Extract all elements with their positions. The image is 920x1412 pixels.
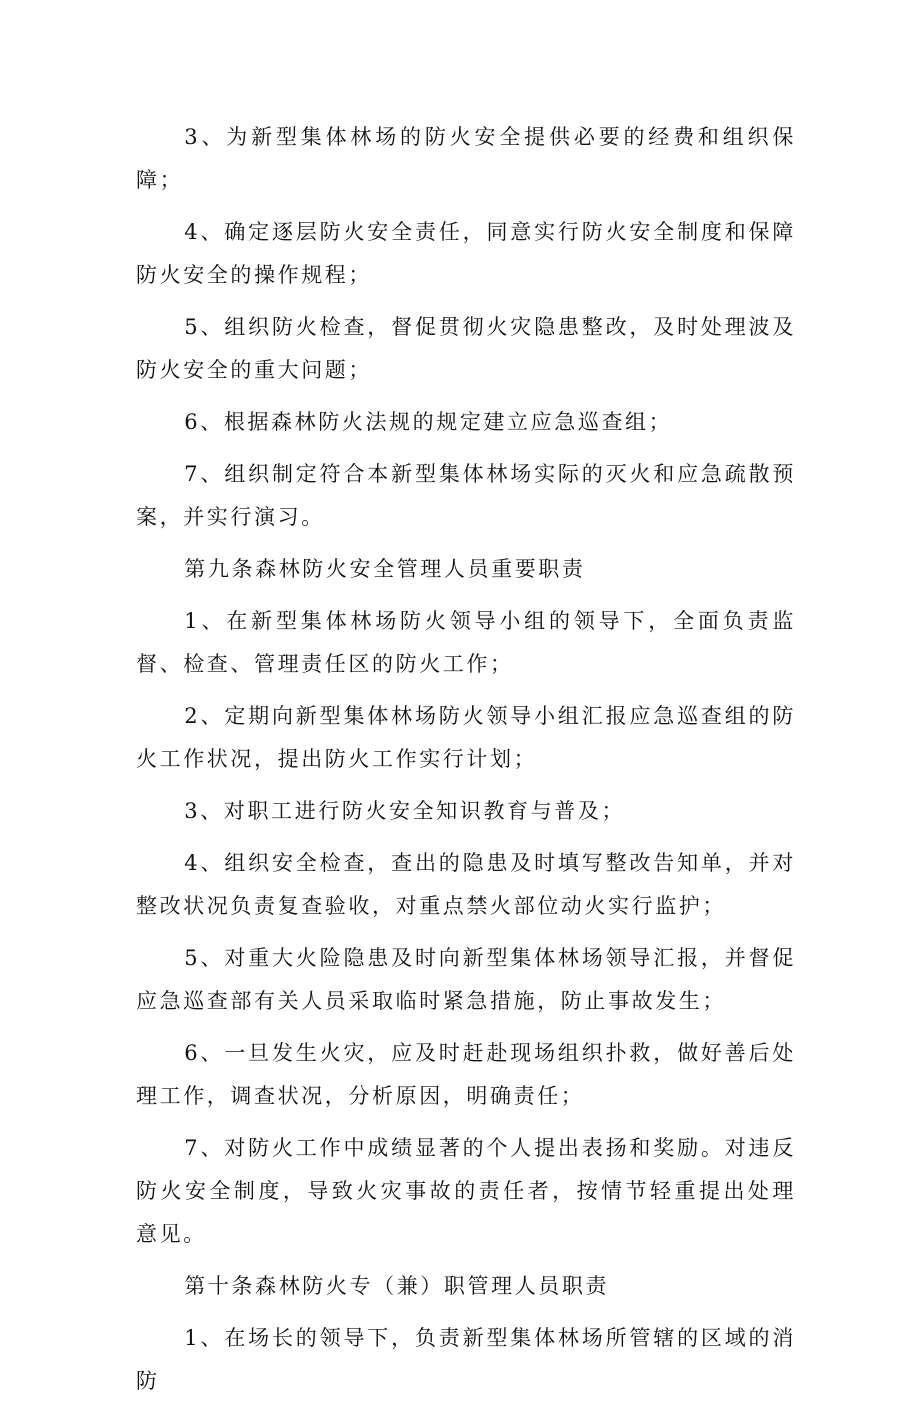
list-item-7-emergency-plan: 7、组织制定符合本新型集体林场实际的灭火和应急疏散预案，并实行演习。 <box>136 462 796 529</box>
list-item-5-inspection: 5、组织防火检查，督促贯彻火灾隐患整改，及时处理波及防火安全的重大问题； <box>136 315 796 382</box>
article-9-item-7: 7、对防火工作中成绩显著的个人提出表扬和奖励。对违反防火安全制度，导致火灾事故的责任者，按情节轻重提出处理意见。 <box>136 1136 796 1246</box>
article-9-heading: 第九条森林防火安全管理人员重要职责 <box>184 557 586 581</box>
article-9-item-4: 4、组织安全检查，查出的隐患及时填写整改告知单，并对整改状况负责复查验收，对重点禁火部位动火实行监护； <box>136 851 796 918</box>
document-body <box>136 116 796 1412</box>
article-10-heading: 第十条森林防火专（兼）职管理人员职责 <box>184 1274 610 1298</box>
article-9-item-3: 3、对职工进行防火安全知识教育与普及； <box>184 799 626 823</box>
article-9-item-5: 5、对重大火险隐患及时向新型集体林场领导汇报，并督促应急巡查部有关人员采取临时紧急措施，防止事故发生； <box>136 946 796 1013</box>
article-9-item-6: 6、一旦发生火灾，应及时赶赴现场组织扑救，做好善后处理工作，调查状况，分析原因，明确责任； <box>136 1041 796 1108</box>
article-9-item-2: 2、定期向新型集体林场防火领导小组汇报应急巡查组的防火工作状况，提出防火工作实行计划； <box>136 704 796 771</box>
list-item-4-responsibility: 4、确定逐层防火安全责任，同意实行防火安全制度和保障防火安全的操作规程； <box>136 220 796 287</box>
article-9-item-1: 1、在新型集体林场防火领导小组的领导下，全面负责监督、检查、管理责任区的防火工作； <box>136 609 796 676</box>
list-item-3-funding: 3、为新型集体林场的防火安全提供必要的经费和组织保障； <box>136 125 796 192</box>
list-item-6-patrol-group: 6、根据森林防火法规的规定建立应急巡查组； <box>184 410 673 434</box>
article-10-item-1: 1、在场长的领导下，负责新型集体林场所管辖的区域的消防 <box>136 1326 796 1393</box>
